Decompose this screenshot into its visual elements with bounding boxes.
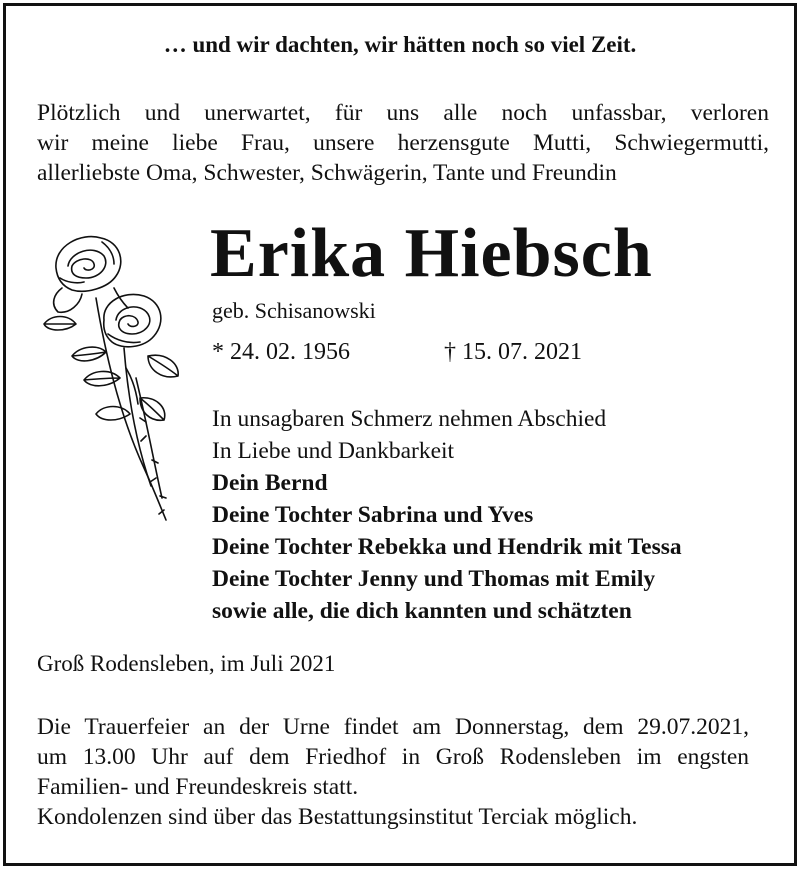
intro-line: allerliebste Oma, Schwester, Schwägerin, Tante und Freundin — [37, 160, 617, 186]
service-line: Die Trauerfeier an der Urne findet am Donnerstag, dem 29.07.2021, — [37, 714, 749, 740]
motto: … und wir dachten, wir hätten noch so viel Zeit. — [163, 32, 637, 57]
service-line: um 13.00 Uhr auf dem Friedhof in Groß Rodensleben im engsten — [37, 744, 749, 770]
mourner-line: sowie alle, die dich kannten und schätzten — [212, 598, 632, 624]
farewell-line: In Liebe und Dankbarkeit — [212, 438, 455, 464]
intro-line: Plötzlich und unerwartet, für uns alle noch unfassbar, verloren — [37, 100, 769, 126]
intro-line: wir meine liebe Frau, unsere herzensgute Mutti, Schwiegermutti, — [37, 130, 769, 156]
service-line: Familien- und Freundeskreis statt. — [37, 774, 359, 800]
mourners-list — [212, 403, 682, 627]
life-dates — [212, 339, 582, 366]
death-date: † 15. 07. 2021 — [444, 339, 582, 365]
place-date: Groß Rodensleben, im Juli 2021 — [37, 651, 336, 676]
intro-text — [37, 98, 769, 188]
mourner-line: Deine Tochter Sabrina und Yves — [212, 502, 534, 528]
deceased-name: Erika Hiebsch — [210, 215, 653, 292]
birth-date: * 24. 02. 1956 — [212, 339, 350, 365]
mourner-line: Dein Bernd — [212, 470, 328, 496]
mourner-line: Deine Tochter Jenny und Thomas mit Emily — [212, 566, 656, 592]
birth-name: geb. Schisanowski — [212, 298, 376, 323]
farewell-line: In unsagbaren Schmerz nehmen Abschied — [212, 406, 607, 432]
service-line: Kondolenzen sind über das Bestattungsinstitut Terciak möglich. — [37, 804, 638, 830]
rose-icon — [36, 228, 186, 528]
service-info — [37, 712, 749, 832]
obituary-notice — [3, 3, 797, 866]
mourner-line: Deine Tochter Rebekka und Hendrik mit Tessa — [212, 534, 682, 560]
